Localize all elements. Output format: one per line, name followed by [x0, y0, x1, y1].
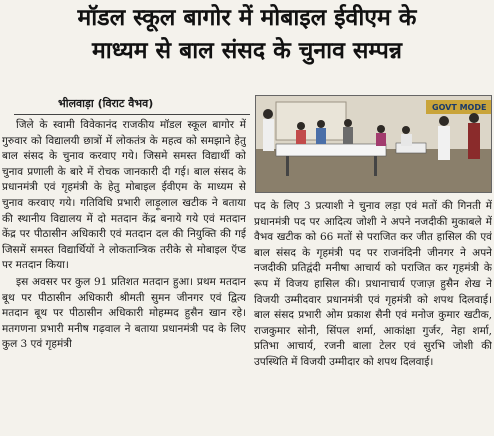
article-column-right	[254, 199, 492, 436]
article-paragraph: जिले के स्वामी विवेकानंद राजकीय मॉडल स्कूल बागोर में गुरुवार को विद्यालयी छात्रों में लोकतंत्र के महत्व को समझाने हेतु बाल संसद के चुनाव करवाए गये। जिसमे समस्त विद्यार्थी को चुनाव प्रणाली के बारे में रोचक जानकारी दी गई। बाल संसद के प्रधानमंत्री एवं गृहमंत्री के हेतु मोबाइल ईवीएम के माध्यम से चुनाव करवाए गये। गतिविधि प्रभारी लाड़ूलाल खटीक ने बताया की स्थानीय विद्यालय में दो मतदान केंद्र बनाये गये एवं मतदान केंद्र पर पीठासीन अधिकारी एवं मतदान दल की नियुक्ति की गई जिसमें समस्त विद्यार्थियों ने लोकतान्त्रिक तरीके से मोबाइल ऍप्ड पर मतदान किया।	[2, 119, 246, 272]
news-photo	[255, 95, 492, 193]
photo-banner-text: GOVT MODE	[432, 103, 487, 112]
dateline: भीलवाड़ा (विराट वैभव)	[58, 97, 154, 110]
article-paragraph: पद के लिए 3 प्रत्याशी ने चुनाव लड़ा एवं मतों की गिनती में प्रधानमंत्री पद पर आदित्य जोशी ने अपने नजदीकी मुकाबले में वैभव खटीक को 66 मतों से पराजित कर जीत हासिल की एवं बाल संसद के गृहमंत्री पद पर राजनंदिनी जीनगर ने अपने नजदीकी प्रतिद्वंदी मनीषा आचार्य को पराजित कर गृहमंत्री के रूप में विजय हासिल की। प्रधानाचार्य एजाज़ हुसैन शेख ने विजयी उम्मीदवार प्रधानमंत्री एवं गृहमंत्री को शपथ दिलवाई। बाल संसद प्रभारी ओम प्रकाश सैनी एवं मनोज कुमार खटीक, राजकुमार सोनी, सिंपल शर्मा, आकांक्षा गुर्जर, नेहा शर्मा, प्रतिभा आचार्य, रजनी बाला टेलर एवं सुरभि जोशी की उपस्थिति में विजयी उम्मीदार को शपथ दिलवाई।	[254, 200, 492, 368]
headline	[4, 2, 490, 68]
article-column-left	[2, 118, 246, 436]
divider	[14, 114, 250, 115]
headline-line-1: मॉडल स्कूल बागोर में मोबाइल ईवीएम के	[77, 5, 417, 31]
article-paragraph: इस अवसर पर कुल 91 प्रतिशत मतदान हुआ। प्रथम मतदान बूथ पर पीठासीन अधिकारी श्रीमती सुमन जीनगर एवं द्वित्य मतदान बूथ पर पीठासीन अधिकारी मोहम्मद हुसैन खान रहे। मतगणना प्रभारी मनीष गढ़वाल ने बताया प्रधानमंत्री पद के लिए कुल 3 एवं गृहमंत्री	[2, 275, 246, 351]
photo-illustration	[256, 96, 491, 192]
headline-line-2: माध्यम से बाल संसद के चुनाव सम्पन्न	[92, 38, 402, 64]
